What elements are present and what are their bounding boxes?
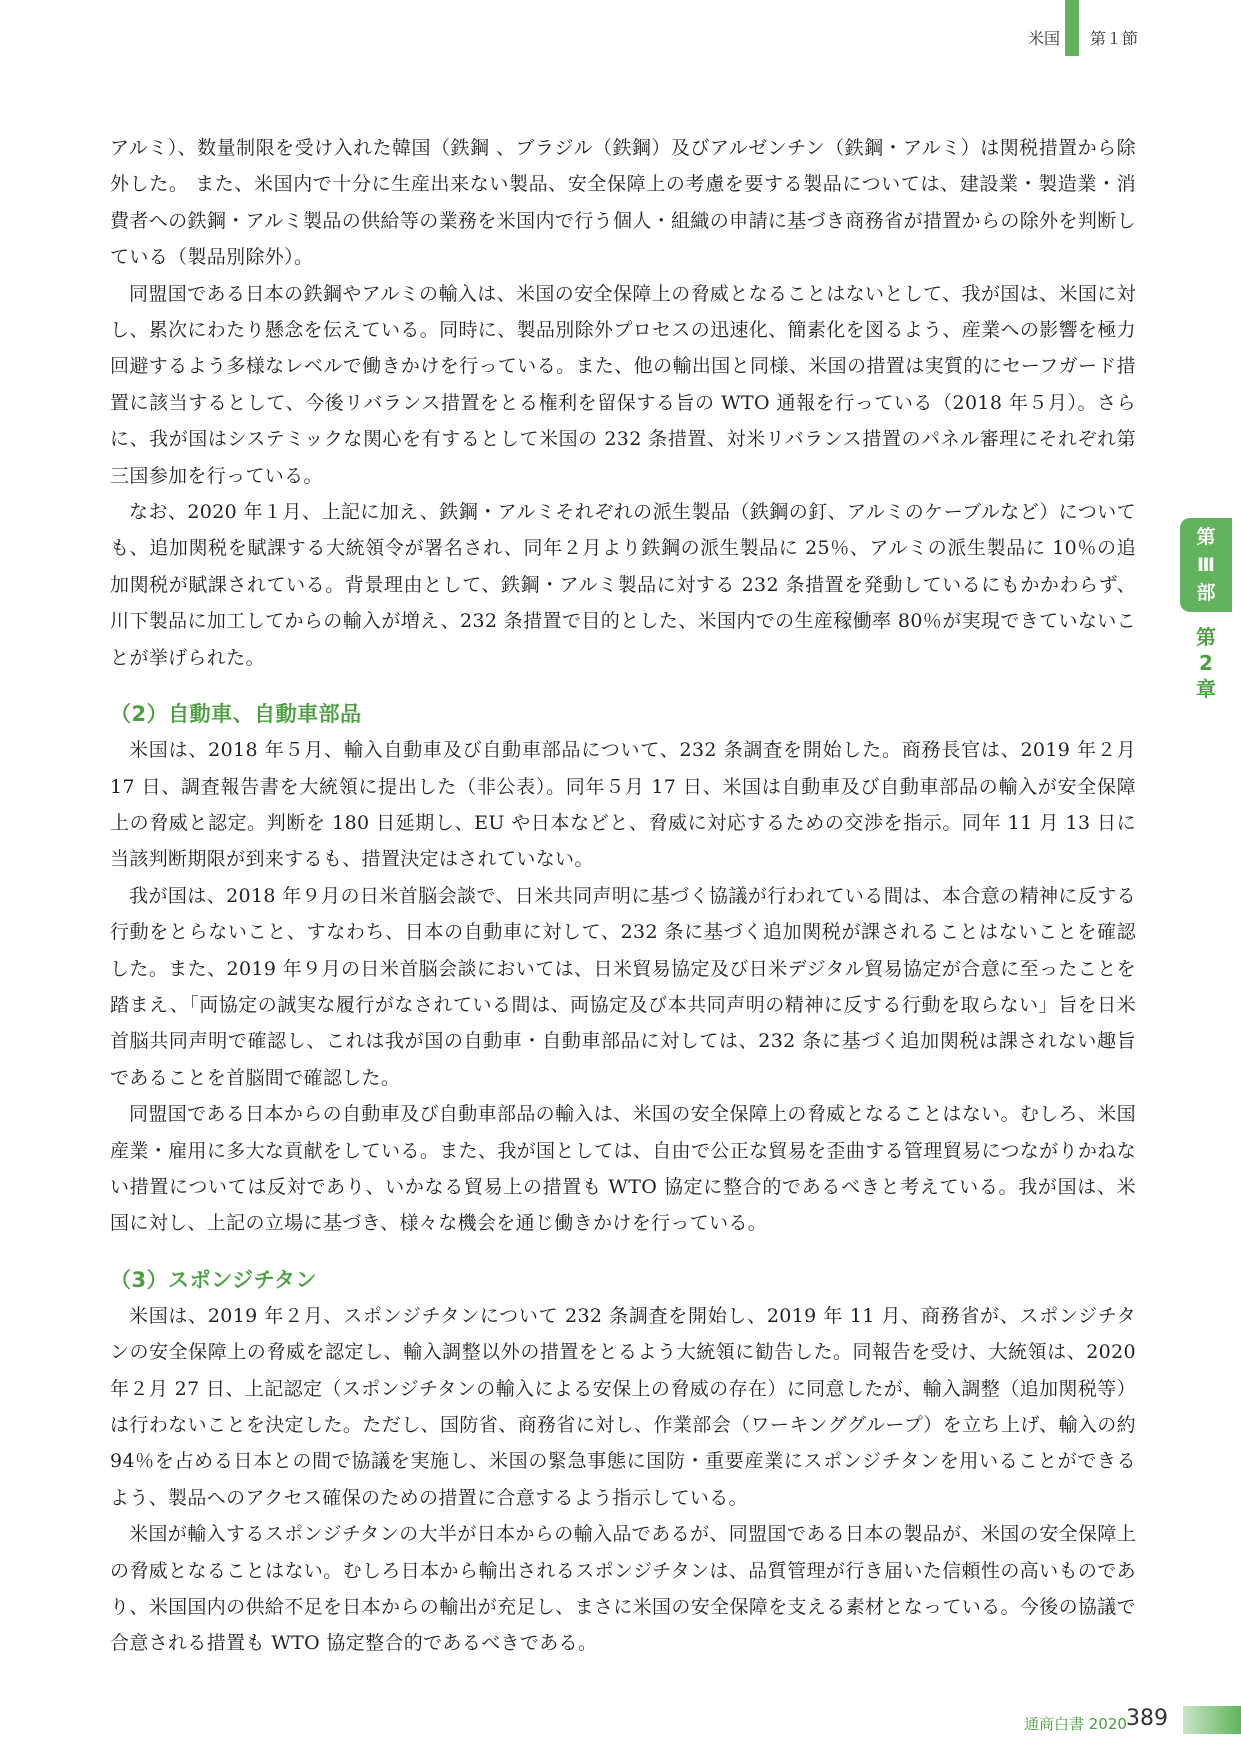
- paragraph: 米国は、2019 年２月、スポンジチタンについて 232 条調査を開始し、2019 年 11 月、商務省が、スポンジチタンの安全保障上の脅威を認定し、輸入調整以外の措置をとるよう大統領に勧告した。同報告を受け、大統領は、2020 年２月 27 日、上記認定（スポンジチタンの輸入による安保上の脅威の存在）に同意したが、輸入調整（追加関税等）は行わないことを決定した。ただし、国防省、商務省に対し、作業部会（ワーキンググループ）を立ち上げ、輸入の約 94％を占める日本との間で協議を実施し、米国の緊急事態に国防・重要産業にスポンジチタンを用いることができるよう、製品へのアクセス確保のための措置に合意するよう指示している。: [110, 1304, 1136, 1509]
- part-tab-char: 部: [1196, 582, 1216, 604]
- header-country: 米国: [1028, 29, 1061, 48]
- part-tab-char: 第: [1196, 526, 1216, 548]
- chapter-tab-char: 章: [1196, 677, 1216, 701]
- part-tab: [1180, 518, 1232, 612]
- paragraph: 米国は、2018 年５月、輸入自動車及び自動車部品について、232 条調査を開始した。商務長官は、2019 年２月 17 日、調査報告書を大統領に提出した（非公表）。同年５月 17 日、米国は自動車及び自動車部品の輸入が安全保障上の脅威と認定。判断を 180 日延期し、EU や日本などと、脅威に対応するための交渉を指示。同年 11 月 13 日に当該判断期限が到来するも、措置決定はされていない。: [110, 739, 1136, 871]
- header-section: 第１節: [1090, 29, 1139, 48]
- page-number: 389: [1126, 1706, 1168, 1731]
- paragraph: 同盟国である日本からの自動車及び自動車部品の輸入は、米国の安全保障上の脅威となることはない。むしろ、米国産業・雇用に多大な貢献をしている。また、我が国としては、自由で公正な貿易を歪曲する管理貿易につながりかねない措置については反対であり、いかなる貿易上の措置も WTO 協定に整合的であるべきと考えている。我が国は、米国に対し、上記の立場に基づき、様々な機会を通じ働きかけを行っている。: [110, 1103, 1136, 1235]
- header-accent-bar: [1065, 0, 1079, 56]
- part-tab-char: Ⅲ: [1197, 554, 1215, 576]
- chapter-tab-char: 2: [1199, 651, 1213, 675]
- section-heading-automobiles: （2）自動車、自動車部品: [110, 702, 362, 727]
- footer-publication-title: 通商白書 2020: [1024, 1715, 1127, 1733]
- paragraph: 米国が輸入するスポンジチタンの大半が日本からの輸入品であるが、同盟国である日本の製品が、米国の安全保障上の脅威となることはない。むしろ日本から輸出されるスポンジチタンは、品質管理が行き届いた信頼性の高いものであり、米国国内の供給不足を日本からの輸出が充足し、まさに米国の安全保障を支える素材となっている。今後の協議で合意される措置も WTO 協定整合的であるべきである。: [110, 1523, 1136, 1655]
- paragraph: アルミ）、数量制限を受け入れた韓国（鉄鋼 、ブラジル（鉄鋼）及びアルゼンチン（鉄鋼・アルミ）は関税措置から除外した。 また、米国内で十分に生産出来ない製品、安全保障上の考慮を要する製品については、建設業・製造業・消費者への鉄鋼・アルミ製品の供給等の業務を米国内で行う個人・組織の申請に基づき商務省が措置からの除外を判断している（製品別除外）。: [110, 137, 1136, 269]
- paragraph: 同盟国である日本の鉄鋼やアルミの輸入は、米国の安全保障上の脅威となることはないとして、我が国は、米国に対し、累次にわたり懸念を伝えている。同時に、製品別除外プロセスの迅速化、簡素化を図るよう、産業への影響を極力回避するよう多様なレベルで働きかけを行っている。また、他の輸出国と同様、米国の措置は実質的にセーフガード措置に該当するとして、今後リバランス措置をとる権利を留保する旨の WTO 通報を行っている（2018 年５月）。さらに、我が国はシステミックな関心を有するとして米国の 232 条措置、対米リバランス措置のパネル審理にそれぞれ第三国参加を行っている。: [110, 282, 1137, 487]
- paragraph: 我が国は、2018 年９月の日米首脳会談で、日米共同声明に基づく協議が行われている間は、本合意の精神に反する行動をとらないこと、すなわち、日本の自動車に対して、232 条に基づく追加関税が課されることはないことを確認した。また、2019 年９月の日米首脳会談においては、日米貿易協定及び日米デジタル貿易協定が合意に至ったことを踏まえ、「両協定の誠実な履行がなされている間は、両協定及び本共同声明の精神に反する行動を取らない」旨を日米首脳共同声明で確認し、これは我が国の自動車・自動車部品に対しては、232 条に基づく追加関税は課されない趣旨であることを首脳間で確認した。: [110, 884, 1136, 1089]
- chapter-tab-char: 第: [1196, 625, 1216, 649]
- chapter-tab: [1180, 624, 1232, 702]
- footer-accent-bar: [1183, 1706, 1241, 1734]
- main-text: [110, 130, 1136, 1662]
- paragraph: なお、2020 年１月、上記に加え、鉄鋼・アルミそれぞれの派生製品（鉄鋼の釘、アルミのケーブルなど）についても、追加関税を賦課する大統領令が署名され、同年２月より鉄鋼の派生製品に 25％、アルミの派生製品に 10％の追加関税が賦課されている。背景理由として、鉄鋼・アルミ製品に対する 232 条措置を発動しているにもかかわらず、川下製品に加工してからの輸入が増え、232 条措置で目的とした、米国内での生産稼働率 80％が実現できていないことが挙げられた。: [110, 501, 1136, 669]
- section-heading-sponge-titanium: （3）スポンジチタン: [110, 1267, 318, 1292]
